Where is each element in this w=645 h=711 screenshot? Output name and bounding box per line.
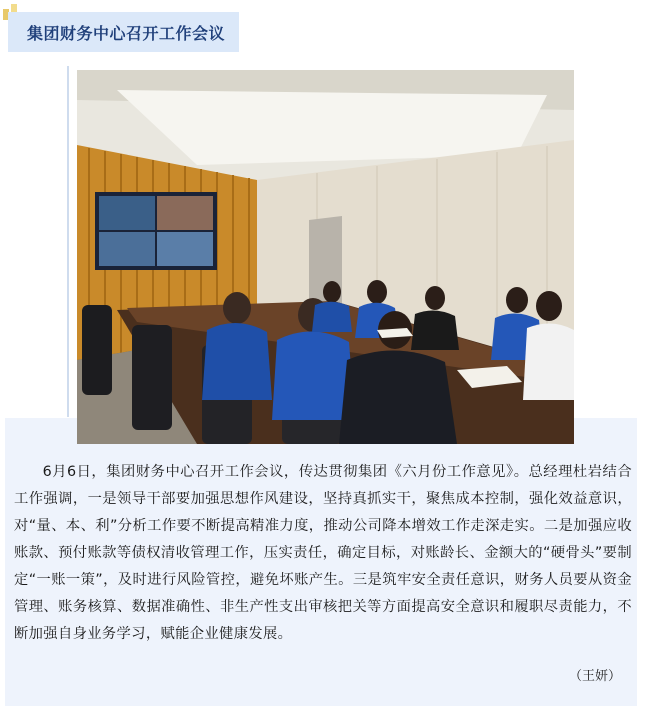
meeting-photo — [77, 70, 574, 444]
page-title: 集团财务中心召开工作会议 — [27, 23, 226, 43]
byline: （王妍） — [568, 669, 621, 684]
title-banner — [8, 12, 239, 52]
article-body: 6月6日，集团财务中心召开工作会议，传达贯彻集团《六月份工作意见》。总经理杜岩结合工作强调，一是领导干部要加强思想作风建设，坚持真抓实干，聚焦成本控制，强化效益意识，对“量、本、利”分析工作要不断提高精准力度，推动公司降本增效工作走深走实。二是加强应收账款、预付账款等债权清收管理工作，压实责任，确定目标，对账龄长、金额大的“硬骨头”要制定“一账一策”，及时进行风险管控，避免坏账产生。三是筑牢安全责任意识，财务人员要从资金管理、账务核算、数据准确性、非生产性支出审核把关等方面提高安全意识和履职尽责能力，不断加强自身业务学习，赋能企业健康发展。 — [14, 464, 632, 642]
vertical-divider — [67, 66, 69, 417]
